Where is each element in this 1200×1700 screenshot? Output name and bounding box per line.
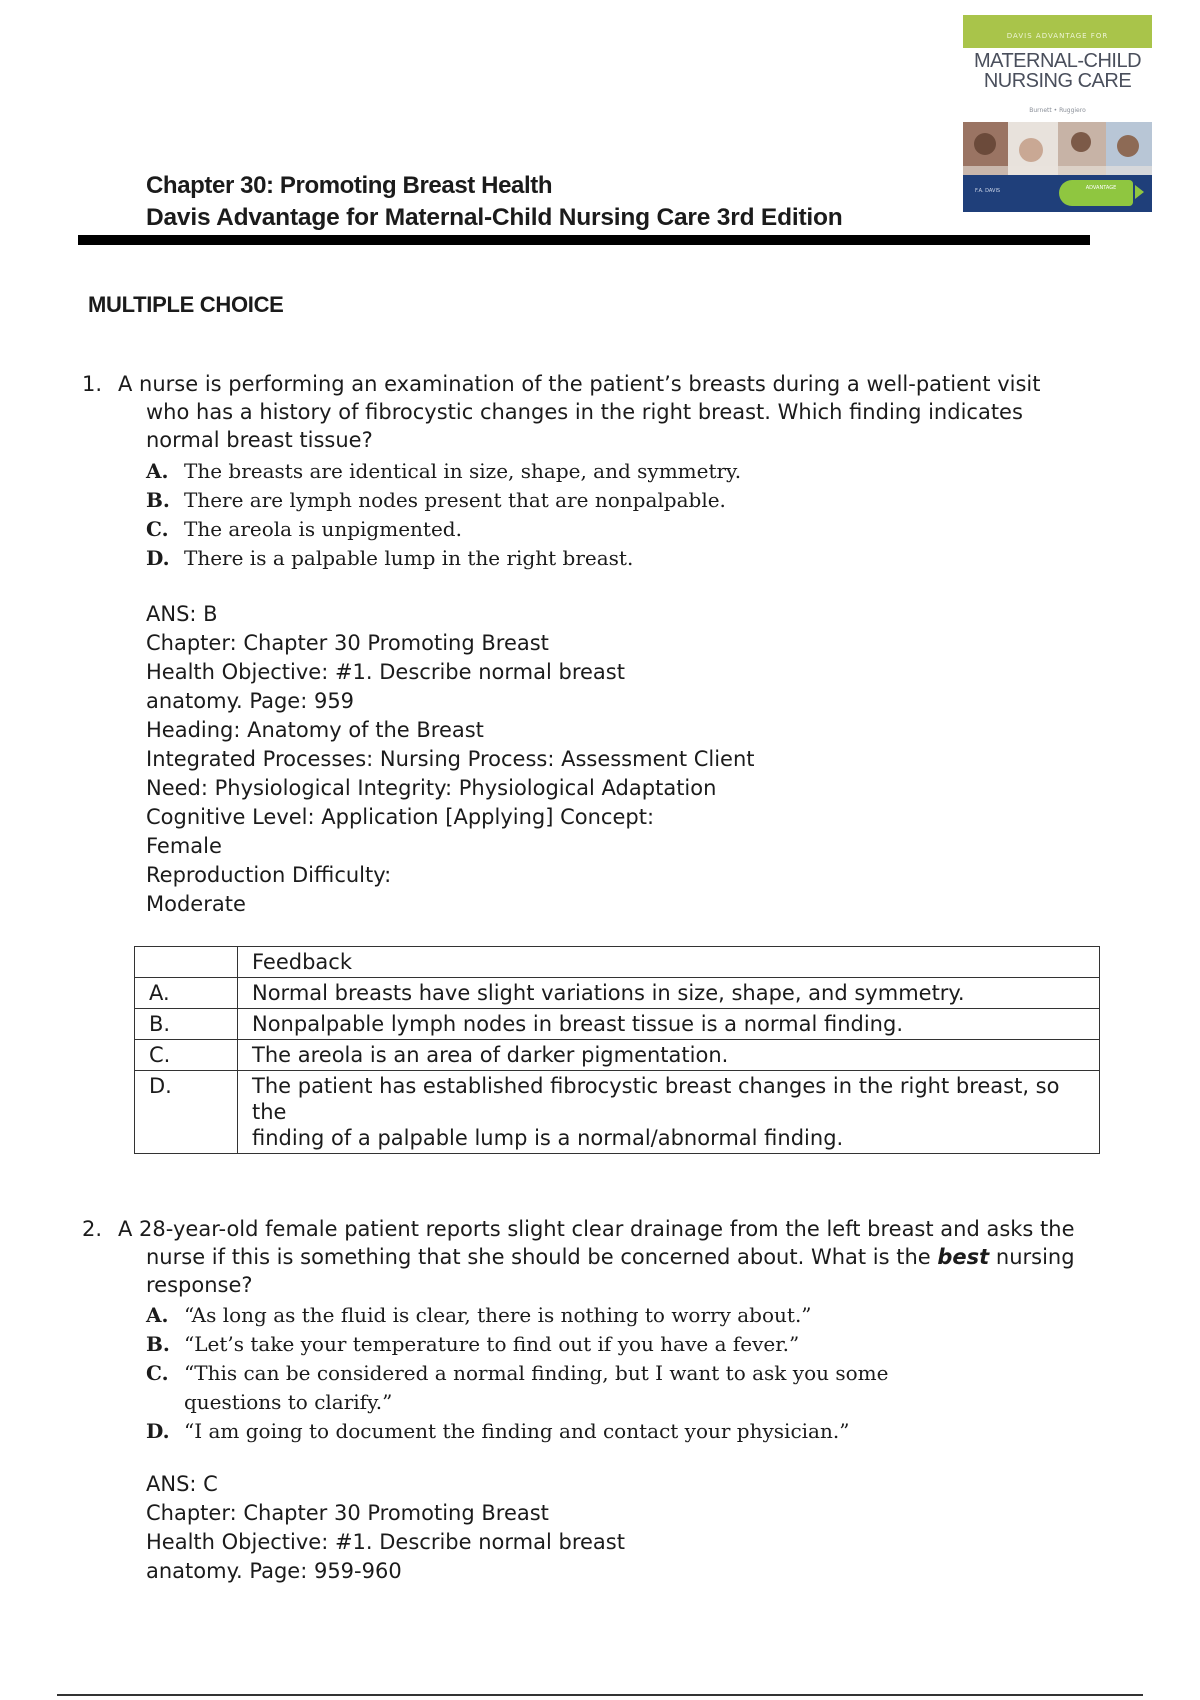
table-row <box>135 1071 1100 1154</box>
option-letter: D. <box>146 1419 170 1443</box>
meta-line: Chapter: Chapter 30 Promoting Breast <box>146 1501 549 1525</box>
table-cell: B. <box>135 1009 238 1040</box>
meta-line: Health Objective: #1. Describe normal breast <box>146 1530 625 1554</box>
option-text: There are lymph nodes present that are nonpalpable. <box>184 488 726 512</box>
section-heading: MULTIPLE CHOICE <box>88 292 284 317</box>
cover-badge-text: ADVANTAGE <box>1085 185 1117 191</box>
question-2-option-c[interactable] <box>146 1359 888 1387</box>
cover-title <box>963 51 1152 91</box>
chapter-title: Chapter 30: Promoting Breast Health <box>146 172 553 199</box>
footer-rule <box>57 1694 1143 1696</box>
question-2-option-a[interactable] <box>146 1301 812 1329</box>
question-2-number: 2. <box>82 1217 103 1241</box>
cover-badge <box>1059 180 1133 206</box>
table-header-cell: Feedback <box>238 947 1100 978</box>
question-1-stem-line3: normal breast tissue? <box>146 428 373 452</box>
table-row <box>135 978 1100 1009</box>
table-row <box>135 947 1100 978</box>
option-letter: D. <box>146 546 170 570</box>
question-1-option-b[interactable] <box>146 486 726 514</box>
cover-title-line1: MATERNAL-CHILD <box>973 50 1142 72</box>
cover-title-line2: NURSING CARE <box>983 70 1132 92</box>
question-2-stem-line2 <box>146 1243 1075 1271</box>
play-arrow-icon <box>1135 185 1144 199</box>
table-cell: Nonpalpable lymph nodes in breast tissue is a normal finding. <box>238 1009 1100 1040</box>
meta-line: Moderate <box>146 892 246 916</box>
meta-line: Heading: Anatomy of the Breast <box>146 718 484 742</box>
stem-text: nursing <box>989 1245 1075 1269</box>
table-cell: The areola is an area of darker pigmentation. <box>238 1040 1100 1071</box>
cover-authors: Burnett • Ruggiero <box>1029 107 1086 114</box>
option-text: “Let’s take your temperature to find out if you have a fever.” <box>184 1332 800 1356</box>
table-cell <box>238 1071 1100 1154</box>
table-cell: A. <box>135 978 238 1009</box>
book-cover-image <box>963 15 1152 212</box>
feedback-line: The patient has established fibrocystic breast changes in the right breast, so the <box>252 1074 1060 1124</box>
meta-line: Cognitive Level: Application [Applying] Concept: <box>146 805 655 829</box>
header-rule <box>78 235 1090 245</box>
cover-publisher: F.A. DAVIS <box>975 188 1001 194</box>
table-cell: Normal breasts have slight variations in size, shape, and symmetry. <box>238 978 1100 1009</box>
option-letter: B. <box>146 488 170 512</box>
meta-line: Need: Physiological Integrity: Physiological Adaptation <box>146 776 717 800</box>
option-text: The breasts are identical in size, shape, and symmetry. <box>184 459 742 483</box>
question-2-option-c-continuation: questions to clarify.” <box>184 1390 393 1414</box>
option-letter: C. <box>146 517 169 541</box>
table-row <box>135 1009 1100 1040</box>
meta-line: Integrated Processes: Nursing Process: Assessment Client <box>146 747 755 771</box>
option-text: “This can be considered a normal finding, but I want to ask you some <box>184 1361 889 1385</box>
meta-line: anatomy. Page: 959-960 <box>146 1559 402 1583</box>
option-text: “As long as the fluid is clear, there is nothing to worry about.” <box>184 1303 812 1327</box>
table-cell <box>135 947 238 978</box>
meta-line: anatomy. Page: 959 <box>146 689 355 713</box>
feedback-line: finding of a palpable lump is a normal/abnormal finding. <box>252 1126 844 1150</box>
question-1-stem-line2: who has a history of fibrocystic changes in the right breast. Which finding indicates <box>146 400 1023 424</box>
table-row <box>135 1040 1100 1071</box>
book-title: Davis Advantage for Maternal-Child Nursing Care 3rd Edition <box>146 204 843 231</box>
question-2-option-d[interactable] <box>146 1417 849 1445</box>
option-text: There is a palpable lump in the right breast. <box>184 546 634 570</box>
option-text: “I am going to document the finding and contact your physician.” <box>184 1419 850 1443</box>
feedback-table <box>134 946 1100 1154</box>
stem-text: nurse if this is something that she should be concerned about. What is the <box>146 1245 938 1269</box>
table-cell: D. <box>135 1071 238 1154</box>
table-cell: C. <box>135 1040 238 1071</box>
option-text: The areola is unpigmented. <box>184 517 462 541</box>
question-1-option-a[interactable] <box>146 457 741 485</box>
question-2-option-b[interactable] <box>146 1330 799 1358</box>
answer-key: ANS: B <box>146 602 218 626</box>
question-1-option-c[interactable] <box>146 515 462 543</box>
option-letter: A. <box>146 1303 169 1327</box>
question-1-number: 1. <box>82 372 103 396</box>
question-1-option-d[interactable] <box>146 544 633 572</box>
meta-line: Female <box>146 834 222 858</box>
meta-line: Reproduction Difficulty: <box>146 863 392 887</box>
question-2-stem-line3: response? <box>146 1273 253 1297</box>
meta-line: Chapter: Chapter 30 Promoting Breast <box>146 631 549 655</box>
option-letter: C. <box>146 1361 169 1385</box>
option-letter: A. <box>146 459 169 483</box>
meta-line: Health Objective: #1. Describe normal breast <box>146 660 625 684</box>
answer-key: ANS: C <box>146 1472 218 1496</box>
cover-band-text: DAVIS ADVANTAGE FOR <box>1006 32 1109 40</box>
question-1-stem-line1: A nurse is performing an examination of the patient’s breasts during a well-patient visit <box>118 372 1041 396</box>
question-2-stem-line1: A 28-year-old female patient reports slight clear drainage from the left breast and asks the <box>118 1217 1075 1241</box>
option-letter: B. <box>146 1332 170 1356</box>
stem-emphasis: best <box>937 1245 990 1269</box>
cover-photo-icon <box>963 122 1152 182</box>
